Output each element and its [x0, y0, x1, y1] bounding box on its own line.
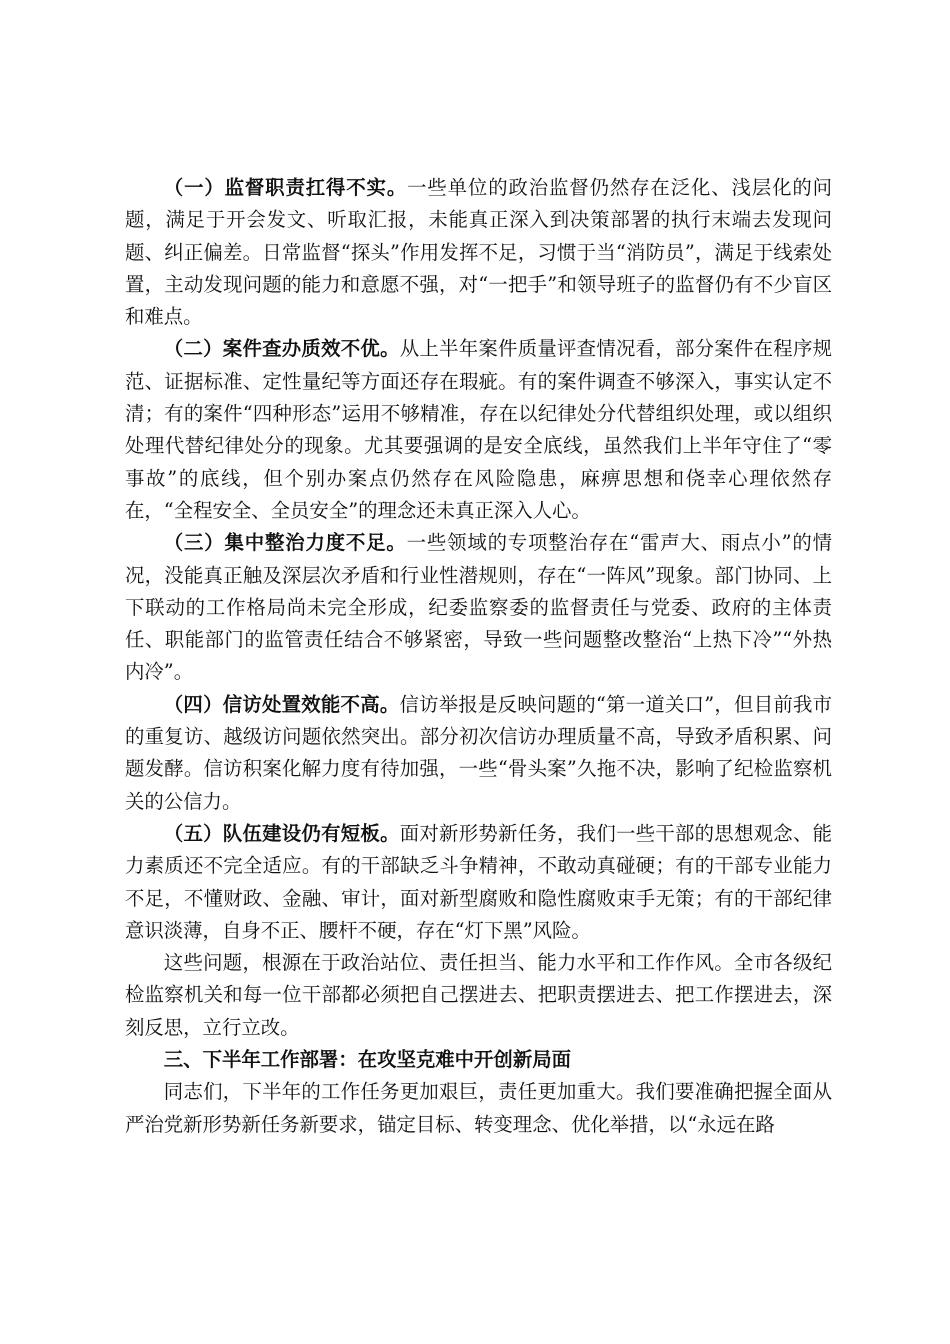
- paragraph-case-handling: [125, 333, 832, 527]
- paragraph-supervision: [125, 172, 832, 333]
- paragraph-text: 面对新形势新任务，我们一些干部的思想观念、能力素质还不完全适应。有的干部缺乏斗争精神，不敢动真碰硬；有的干部专业能力不足，不懂财政、金融、审计，面对新型腐败和隐性腐败束手无策；有的干部纪律意识淡薄，自身不正、腰杆不硬，存在“灯下黑”风险。: [125, 821, 833, 942]
- paragraph-closing: 同志们，下半年的工作任务更加艰巨，责任更加重大。我们要准确把握全面从严治党新形势新任务新要求，锚定目标、转变理念、优化举措，以“永远在路: [125, 1080, 832, 1136]
- paragraph-text: 信访举报是反映问题的“第一道关口”，但目前我市的重复访、越级访问题依然突出。部分初次信访办理质量不高，导致矛盾积累、问题发酵。信访积案化解力度有待加强，一些“骨头案”久拖不决，影响了纪检监察机关的公信力。: [125, 692, 833, 813]
- paragraph-team-building: [125, 818, 832, 947]
- paragraph-rectification: [125, 527, 832, 688]
- paragraph-text: 一些单位的政治监督仍然存在泛化、浅层化的问题，满足于开会发文、听取汇报，未能真正深入到决策部署的执行末端去发现问题、纠正偏差。日常监督“探头”作用发挥不足，习惯于当“消防员”，满足于线索处置，主动发现问题的能力和意愿不强，对“一把手”和领导班子的监督仍有不少盲区和难点。: [125, 176, 833, 329]
- paragraph-lead: （四）信访处置效能不高。: [163, 692, 400, 716]
- paragraph-text: 从上半年案件质量评查情况看，部分案件在程序规范、证据标准、定性量纪等方面还存在瑕疵。有的案件调查不够深入，事实认定不清；有的案件“四种形态”运用不够精准，存在以纪律处分代替组织处理，或以组织处理代替纪律处分的现象。尤其要强调的是安全底线，虽然我们上半年守住了“零事故”的底线，但个别办案点仍然存在风险隐患，麻痹思想和侥幸心理依然存在，“全程安全、全员安全”的理念还未真正深入人心。: [125, 337, 833, 522]
- paragraph-lead: （三）集中整治力度不足。: [163, 531, 407, 555]
- paragraph-lead: （一）监督职责扛得不实。: [163, 176, 408, 199]
- paragraph-petition: [125, 689, 832, 818]
- document-page: [125, 172, 832, 1141]
- section-heading: 三、下半年工作部署：在攻坚克难中开创新局面: [163, 1048, 571, 1072]
- paragraph-lead: （五）队伍建设仍有短板。: [163, 821, 400, 845]
- paragraph-summary: 这些问题，根源在于政治站位、责任担当、能力水平和工作作风。全市各级纪检监察机关和每一位干部都必须把自己摆进去、把职责摆进去、把工作摆进去，深刻反思，立行立改。: [125, 951, 832, 1039]
- paragraph-text: 一些领域的专项整治存在“雷声大、雨点小”的情况，没能真正触及深层次矛盾和行业性潜规则，存在“一阵风”现象。部门协同、上下联动的工作格局尚未完全形成，纪委监察委的监督责任与党委、政府的主体责任、职能部门的监管责任结合不够紧密，导致一些问题整改整治“上热下冷”“外热内冷”。: [125, 531, 833, 684]
- paragraph-lead: （二）案件查办质效不优。: [163, 337, 400, 361]
